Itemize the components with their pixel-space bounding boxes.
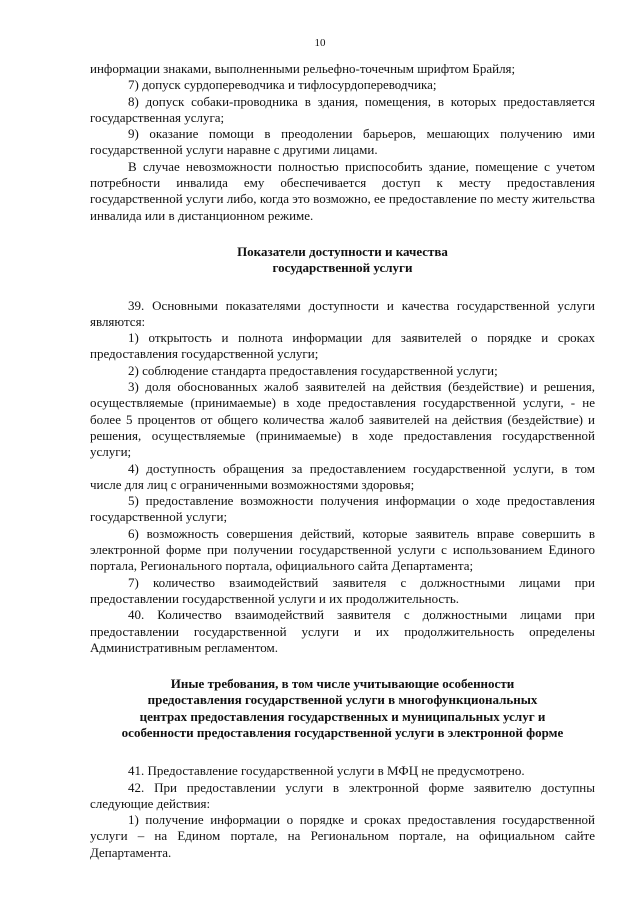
paragraph: информации знаками, выполненными рельефно-точечным шрифтом Брайля; [90,61,516,76]
paragraph: 9) оказание помощи в преодолении барьеров, мешающих получению ими государственной услуги наравне с другими лицами. [90,126,595,158]
paragraph: 39. Основными показателями доступности и качества государственной услуги являются: [90,297,595,329]
paragraph: 41. Предоставление государственной услуги в МФЦ не предусмотрено. [128,763,525,779]
paragraph: 40. Количество взаимодействий заявителя с должностными лицами при предоставлении государственной услуги и их продолжительность определены Административным регламентом. [90,607,595,655]
heading-line: предоставления государственной услуги в многофункциональных [147,692,538,708]
paragraph: 3) доля обоснованных жалоб заявителей на действия (бездействие) и решения, осуществляемые (принимаемые) в ходе предоставления государственной услуги, - не более 5 процентов от общего количества жалоб заявителей на действия (бездействие) и решения, осуществляемые (принимаемые) в ходе предоставления государственной услуги; [90,379,595,460]
page-number: 10 [314,37,326,49]
heading-line: государственной услуги [272,260,413,276]
paragraph: 7) допуск сурдопереводчика и тифлосурдопереводчика; [128,77,437,93]
paragraph: 42. При предоставлении услуги в электронной форме заявителю доступны следующие действия: [90,779,595,811]
heading-line: центрах предоставления государственных и муниципальных услуг и [139,708,546,724]
spacer [90,656,595,676]
heading-line: Иные требования, в том числе учитывающие особенности [170,676,515,692]
section-heading-other-requirements [90,676,595,741]
paragraph: В случае невозможности полностью приспособить здание, помещение с учетом потребности инвалида ему обеспечивается доступ к месту предоставления государственной услуги либо, когда это возможно, ее предоставление по месту жительства инвалида или в дистанционном режиме. [90,158,595,223]
paragraph: 1) получение информации о порядке и сроках предоставления государственной услуги – на Едином портале, на Региональном портале, на официальном сайте Департамента. [90,812,595,860]
heading-line: Показатели доступности и качества [237,243,448,259]
paragraph: 2) соблюдение стандарта предоставления государственной услуги; [128,362,498,378]
section-heading-accessibility [90,244,595,277]
spacer [90,224,595,244]
heading-line: особенности предоставления государственной услуги в электронной форме [121,724,564,740]
document-body [90,61,595,861]
spacer [90,741,595,763]
paragraph: 6) возможность совершения действий, которые заявитель вправе совершить в электронной форме при получении государственной услуги с использованием Единого портала, Регионального портала, официального сайта Департамента; [90,525,595,574]
paragraph: 8) допуск собаки-проводника в здания, помещения, в которых предоставляется государственная услуга; [90,93,595,125]
paragraph: 7) количество взаимодействий заявителя с должностными лицами при предоставлении государственной услуги и их продолжительность. [90,574,595,606]
paragraph: 4) доступность обращения за предоставлением государственной услуги, в том числе для лиц с ограниченными возможностями здоровья; [90,460,595,492]
spacer [90,277,595,298]
paragraph: 1) открытость и полнота информации для заявителей о порядке и сроках предоставления государственной услуги; [90,330,595,362]
paragraph: 5) предоставление возможности получения информации о ходе предоставления государственной услуги; [90,493,595,525]
